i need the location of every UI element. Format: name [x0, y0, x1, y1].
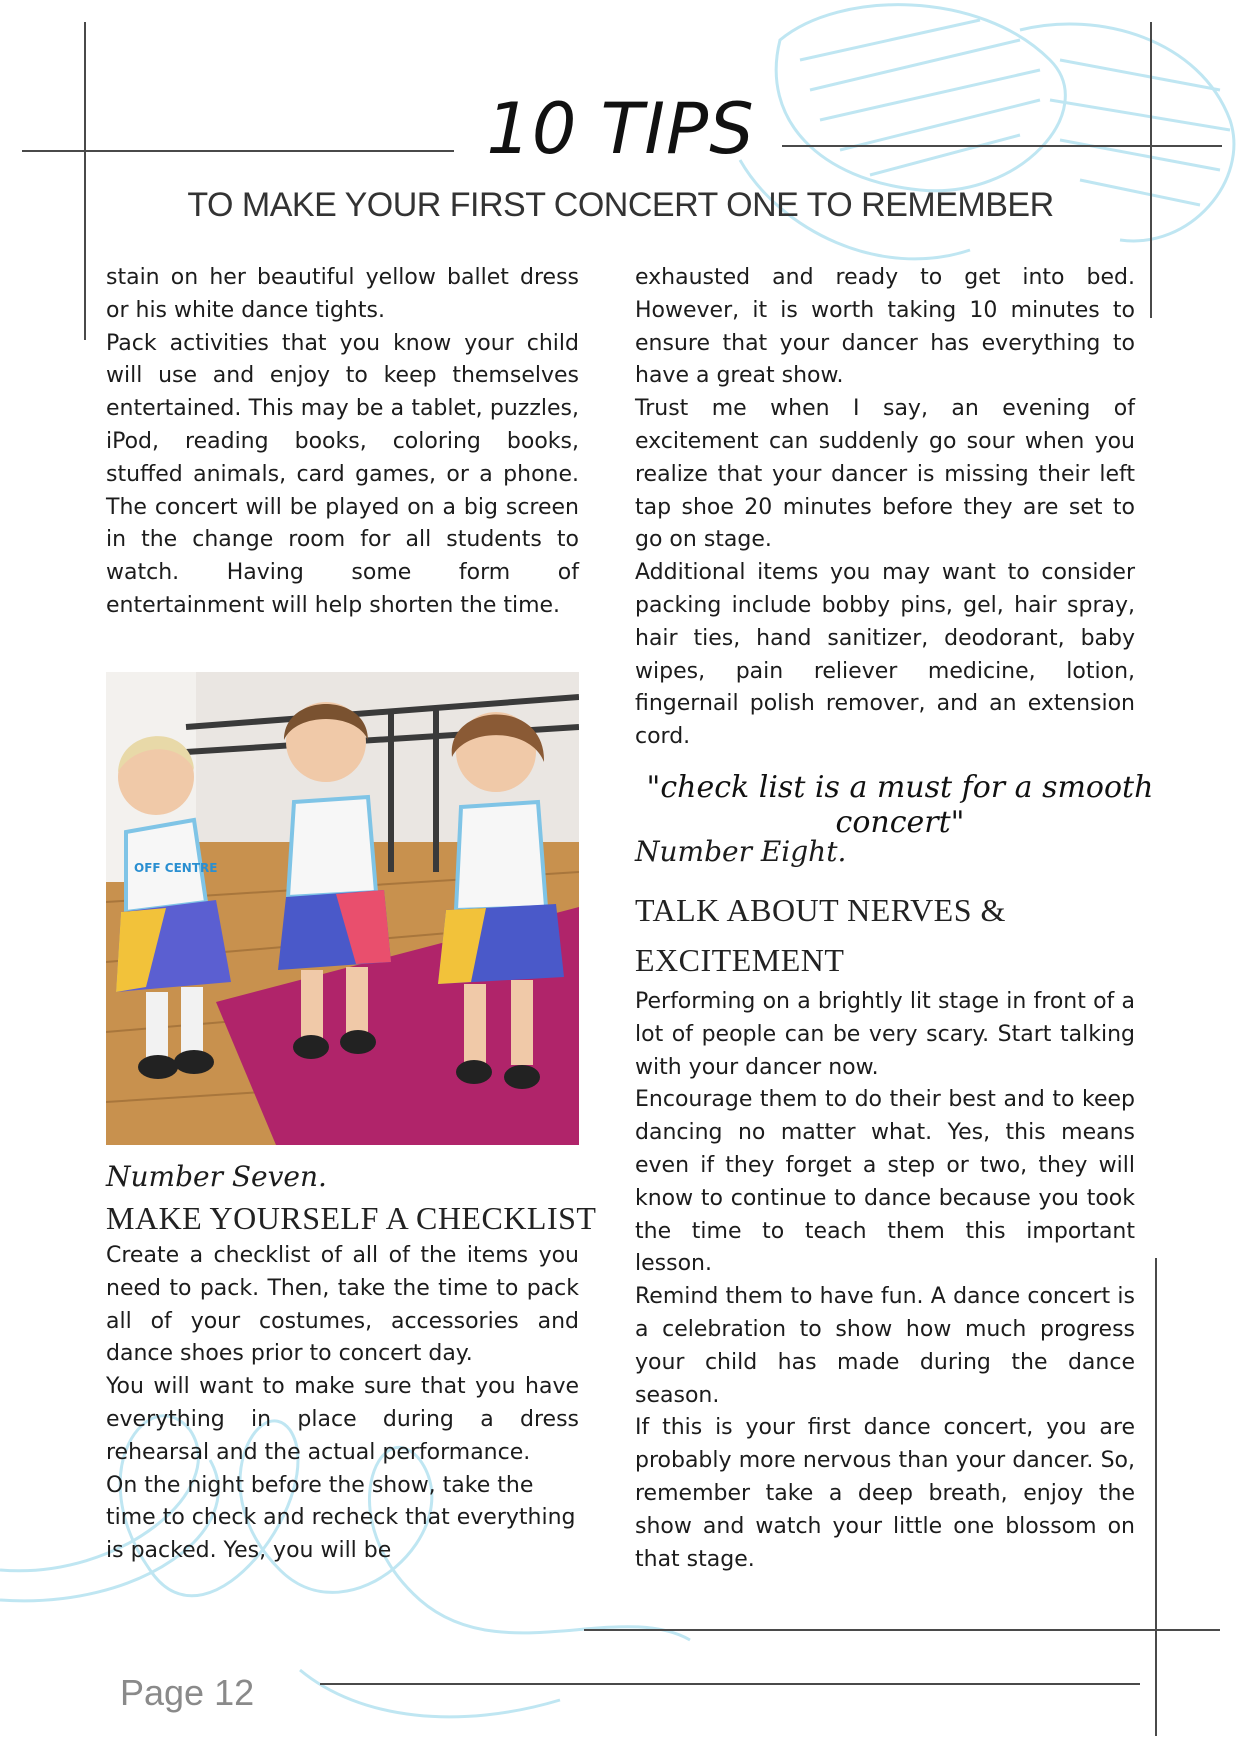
paragraph: On the night before the show, take the time to check and recheck that everything is packed. Yes, you will be: [106, 1472, 576, 1564]
section-number-eight: Number Eight.: [635, 835, 847, 868]
paragraph: Remind them to have fun. A dance concert is a celebration to show how much progress your child has made during the dance season.: [635, 1284, 1135, 1408]
dancers-photo-illustration: [106, 672, 579, 1145]
paragraph: exhausted and ready to get into bed. However, it is worth taking 10 minutes to ensure that your dancer has everything to have a great show.: [635, 265, 1135, 389]
paragraph: Performing on a brightly lit stage in front of a lot of people can be very scary. Start talking with your dancer now.: [635, 989, 1135, 1080]
frame-line-footer: [320, 1683, 1140, 1685]
right-column-intro: [635, 262, 1135, 754]
section-heading-nerves: [635, 885, 1006, 985]
section-number-seven: Number Seven.: [106, 1160, 327, 1193]
frame-line-left-vertical: [84, 22, 86, 340]
paragraph: Trust me when I say, an evening of excitement can suddenly go sour when you realize that your dancer is missing their left tap shoe 20 minutes before they are set to go on stage.: [635, 396, 1135, 553]
paragraph: You will want to make sure that you have everything in place during a dress rehearsal and the actual performance.: [106, 1374, 579, 1465]
pull-quote: "check list is a must for a smooth concert": [646, 770, 1154, 840]
section-heading-checklist: MAKE YOURSELF A CHECKLIST: [106, 1200, 597, 1236]
paragraph: Encourage them to do their best and to keep dancing no matter what. Yes, this means even if they forget a step or two, they will know to continue to dance because you took the time to teach them this important lesson.: [635, 1087, 1135, 1277]
dancers-photo: [106, 672, 579, 1145]
paragraph: If this is your first dance concert, you are probably more nervous than your dancer. So, remember take a deep breath, enjoy the show and watch your little one blossom on that stage.: [635, 1415, 1135, 1572]
paragraph: Additional items you may want to consider packing include bobby pins, gel, hair spray, hair ties, hand sanitizer, deodorant, baby wipes, pain reliever medicine, lotion, fingernail polish remover, and an extension cord.: [635, 560, 1135, 750]
page-number: Page 12: [120, 1672, 255, 1713]
left-column-intro: [106, 262, 579, 623]
frame-line-bottom-right: [584, 1629, 1220, 1631]
paragraph: Pack activities that you know your child will use and enjoy to keep themselves entertained. This may be a tablet, puzzles, iPod, reading books, coloring books, stuffed animals, card games, or a phone. The concert will be played on a big screen in the change room for all students to watch. Having some form of entertainment will help shorten the time.: [106, 330, 579, 618]
frame-line-right-vertical: [1150, 22, 1152, 318]
paragraph: stain on her beautiful yellow ballet dress or his white dance tights.: [106, 265, 579, 323]
section-heading-line: EXCITEMENT: [635, 942, 845, 978]
page-title: 10 TIPS: [486, 88, 755, 170]
frame-line-bottom-right-vertical: [1155, 1258, 1157, 1736]
costume-logo: OFF CENTRE: [134, 861, 218, 875]
paragraph: Create a checklist of all of the items you need to pack. Then, take the time to pack all of your costumes, accessories and dance shoes prior to concert day.: [106, 1243, 579, 1367]
right-column-section-body: [635, 986, 1135, 1576]
section-heading-line: TALK ABOUT NERVES &: [635, 892, 1006, 928]
left-column-section-body: [106, 1240, 579, 1568]
page-subtitle: TO MAKE YOUR FIRST CONCERT ONE TO REMEMBER: [187, 186, 1054, 224]
